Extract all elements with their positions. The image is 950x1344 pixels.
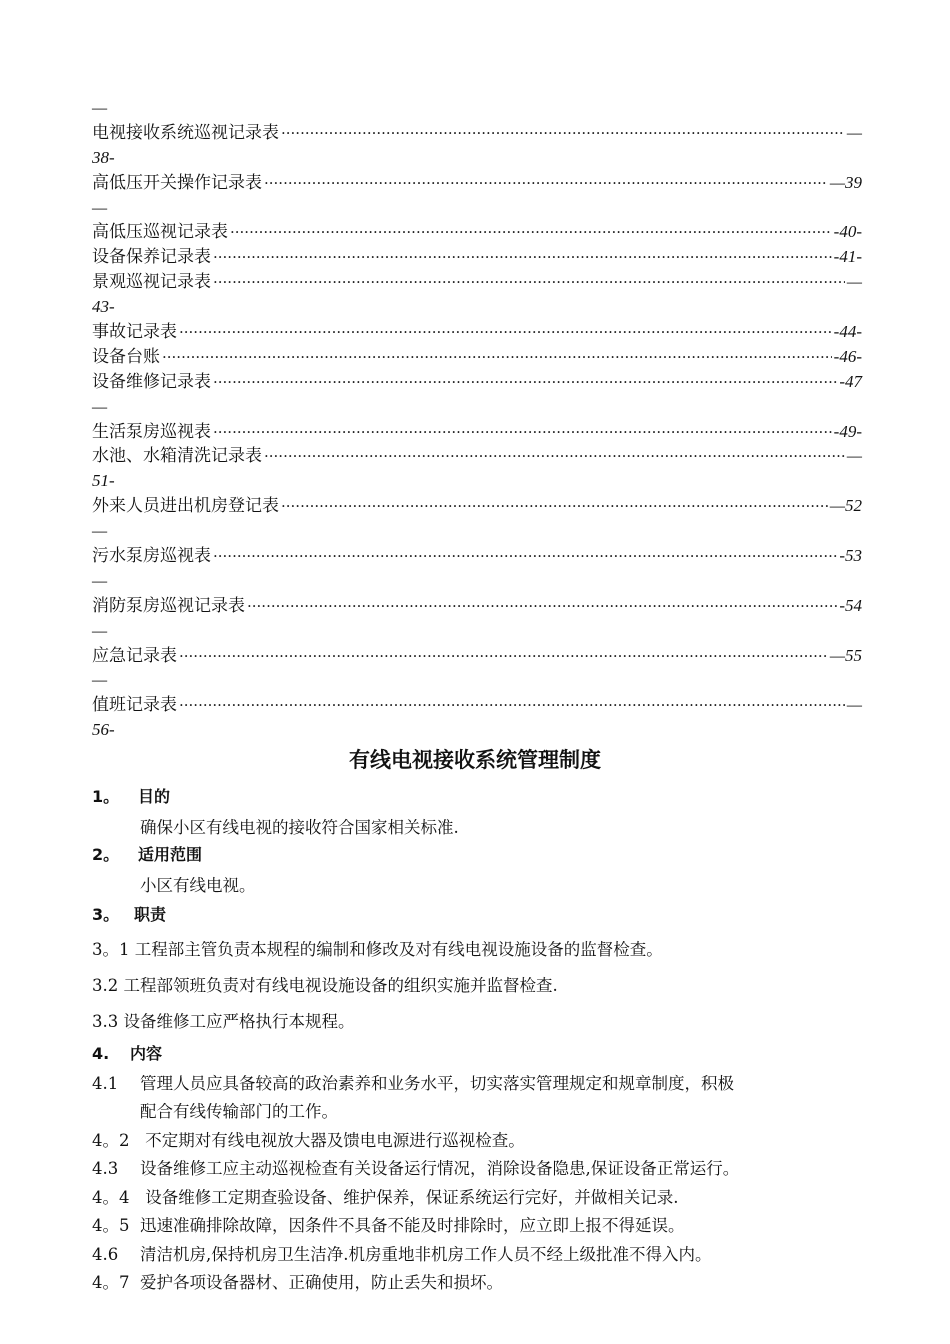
section-title: 内容 <box>130 1044 163 1063</box>
toc-entry-page: -47 <box>839 371 862 391</box>
toc-entry-page: — <box>846 695 862 715</box>
toc-entry-title: 景观巡视记录表 <box>92 272 211 293</box>
toc-entry <box>92 270 862 295</box>
toc-leader-dots <box>230 220 832 245</box>
toc-leader-dots <box>264 171 828 196</box>
toc-entry <box>92 370 862 395</box>
toc-entry <box>92 121 862 146</box>
list-item-text: 不定期对有线电视放大器及馈电电源进行巡视检查。 <box>140 1131 525 1150</box>
toc-leader-dots <box>162 345 832 370</box>
toc-entry-title: 生活泵房巡视表 <box>92 421 211 442</box>
toc-entry <box>92 444 862 469</box>
section-title: 目的 <box>138 787 171 806</box>
list-item-number: 4.1 <box>92 1074 119 1093</box>
toc-entry-page: -54 <box>839 595 862 615</box>
list-item <box>92 1127 525 1151</box>
section-paragraph: 3.2 工程部领班负责对有线电视设施设备的组织实施并监督检查. <box>92 976 558 995</box>
toc-entry-page: -44- <box>833 322 862 342</box>
list-item-text: 爱护各项设备器材、正确使用，防止丢失和损坏。 <box>140 1273 503 1292</box>
list-item <box>92 1212 685 1236</box>
toc-entry <box>92 494 862 519</box>
list-item-text: 迅速准确排除故障，因条件不具备不能及时排除时，应立即上报不得延误。 <box>140 1216 685 1235</box>
toc-leader-dots <box>264 444 845 469</box>
toc-leader-dots <box>213 544 837 569</box>
toc-entry-title: 外来人员进出机房登记表 <box>92 496 279 517</box>
toc-entry <box>92 345 862 370</box>
list-item <box>92 1098 338 1122</box>
list-item-text: 配合有线传输部门的工作。 <box>140 1102 338 1121</box>
list-item-text: 清洁机房,保持机房卫生洁净.机房重地非机房工作人员不经上级批准不得入内。 <box>140 1245 712 1264</box>
toc-entry-page: -40- <box>833 222 862 242</box>
section-title: 适用范围 <box>138 845 203 864</box>
list-item-number: 4。4 <box>92 1188 130 1207</box>
toc-continuation: 38- <box>92 147 115 167</box>
toc-entry-page: -53 <box>839 546 862 566</box>
toc-leader-dots <box>281 494 828 519</box>
list-item <box>92 1269 503 1293</box>
toc-entry-title: 事故记录表 <box>92 322 177 343</box>
toc-entry-page: -49- <box>833 421 862 441</box>
toc-continuation: — <box>92 670 108 690</box>
toc-entry-title: 污水泵房巡视表 <box>92 546 211 567</box>
toc-continuation: — <box>92 396 108 416</box>
section-number: 2。 <box>92 845 120 864</box>
list-item-number: 4.3 <box>92 1159 119 1178</box>
toc-entry <box>92 171 862 196</box>
toc-entry-title: 电视接收系统巡视记录表 <box>92 122 279 143</box>
toc-entry <box>92 320 862 345</box>
toc-continuation: — <box>92 197 108 217</box>
toc-entry <box>92 644 862 669</box>
section-heading <box>92 1041 162 1064</box>
section-number: 4. <box>92 1044 110 1063</box>
list-item <box>92 1241 712 1265</box>
section-paragraph: 3。1 工程部主管负责本规程的编制和修改及对有线电视设施设备的监督检查。 <box>92 940 663 959</box>
toc-entry-page: — <box>846 446 862 466</box>
list-item-text: 管理人员应具备较高的政治素养和业务水平，切实落实管理规定和规章制度，积极 <box>140 1074 734 1093</box>
section-number: 1。 <box>92 787 120 806</box>
toc-entry-title: 设备保养记录表 <box>92 247 211 268</box>
toc-leader-dots <box>247 594 837 619</box>
toc-entry-page: -41- <box>833 247 862 267</box>
toc-leader-dots <box>179 320 832 345</box>
toc-leader-dots <box>213 420 832 445</box>
toc-entry-page: —55 <box>829 645 862 665</box>
toc-entry <box>92 594 862 619</box>
list-item-number: 4。2 <box>92 1131 130 1150</box>
toc-entry-title: 值班记录表 <box>92 695 177 716</box>
section-text: 小区有线电视。 <box>140 876 256 895</box>
toc-entry-page: — <box>846 122 862 142</box>
toc-entry-page: —52 <box>829 496 862 516</box>
toc-entry-page: —39 <box>829 172 862 192</box>
section-paragraph: 3.3 设备维修工应严格执行本规程。 <box>92 1012 355 1031</box>
list-item <box>92 1184 679 1208</box>
toc-continuation: 51- <box>92 471 115 491</box>
section-title: 职责 <box>134 905 167 924</box>
toc-entry-page: -46- <box>833 346 862 366</box>
section-heading <box>92 842 202 865</box>
toc-entry-title: 高低压巡视记录表 <box>92 222 228 243</box>
toc-entry <box>92 220 862 245</box>
toc-entry <box>92 544 862 569</box>
section-heading <box>92 784 170 807</box>
toc-entry <box>92 245 862 270</box>
section-text: 确保小区有线电视的接收符合国家相关标准. <box>140 818 459 837</box>
toc-entry <box>92 420 862 445</box>
toc-entry-title: 设备维修记录表 <box>92 371 211 392</box>
list-item-text: 设备维修工定期查验设备、维护保养，保证系统运行完好，并做相关记录. <box>140 1188 679 1207</box>
section-number: 3。 <box>92 905 120 924</box>
toc-leader-dots <box>213 370 837 395</box>
toc-entry-title: 消防泵房巡视记录表 <box>92 595 245 616</box>
list-item <box>92 1070 734 1094</box>
section-heading <box>92 902 166 925</box>
toc-continuation: — <box>92 620 108 640</box>
toc-leader-dots <box>213 270 845 295</box>
toc-entry-title: 水池、水箱清洗记录表 <box>92 446 262 467</box>
list-item <box>92 1155 739 1179</box>
list-item-number: 4。5 <box>92 1216 130 1235</box>
toc-entry-page: — <box>846 272 862 292</box>
list-item-text: 设备维修工应主动巡视检查有关设备运行情况，消除设备隐患,保证设备正常运行。 <box>140 1159 740 1178</box>
list-item-number: 4。7 <box>92 1273 130 1292</box>
toc-continuation: — <box>92 521 108 541</box>
toc-leader-dots <box>179 693 845 718</box>
toc-continuation: — <box>92 98 108 117</box>
toc-entry-title: 设备台账 <box>92 346 160 367</box>
list-item-number: 4.6 <box>92 1245 119 1264</box>
toc-continuation: 56- <box>92 720 115 740</box>
toc-leader-dots <box>281 121 845 146</box>
toc-leader-dots <box>179 644 828 669</box>
document-title: 有线电视接收系统管理制度 <box>349 748 601 772</box>
toc-entry-title: 高低压开关操作记录表 <box>92 172 262 193</box>
toc-continuation: 43- <box>92 297 115 317</box>
toc-leader-dots <box>213 245 832 270</box>
table-of-contents <box>92 96 862 743</box>
toc-entry-title: 应急记录表 <box>92 645 177 666</box>
toc-entry <box>92 693 862 718</box>
toc-continuation: — <box>92 570 108 590</box>
